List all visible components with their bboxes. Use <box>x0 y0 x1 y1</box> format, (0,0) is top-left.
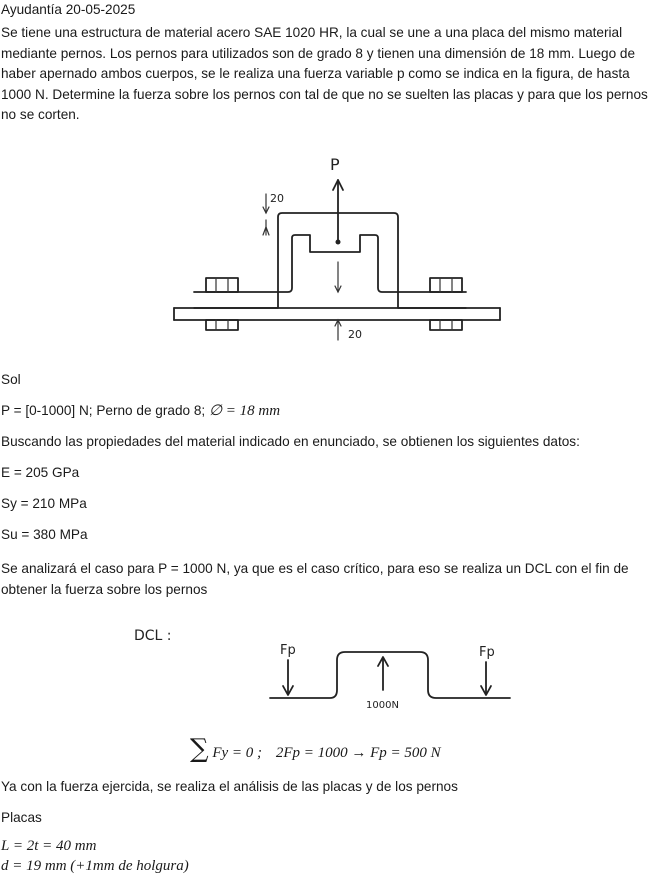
equilibrium-equation <box>190 734 441 764</box>
right-fp-label: Fp <box>479 645 495 660</box>
structure-outline <box>194 213 466 308</box>
left-bolt <box>206 278 238 330</box>
center-force-label: 1000N <box>366 700 399 711</box>
left-fp-label: Fp <box>280 643 296 658</box>
bottom-dimension-label: 20 <box>348 328 362 341</box>
plate-length: L = 2t = 40 mm <box>1 838 97 854</box>
center-force-arrow <box>378 657 388 690</box>
structure-figure <box>170 150 520 345</box>
ultimate-strength: Su = 380 MPa <box>1 527 88 542</box>
base-plate <box>174 308 500 320</box>
after-equation-text: Ya con la fuerza ejercida, se realiza el análisis de las placas y de los pernos <box>1 779 458 794</box>
solution-heading: Sol <box>1 372 21 387</box>
dcl-label: DCL : <box>134 628 172 644</box>
bottom-dimension <box>335 262 341 340</box>
given-text: P = [0-1000] N; Perno de grado 8; <box>1 403 206 418</box>
given-data <box>1 401 280 422</box>
properties-intro: Buscando las propiedades del material indicado en enunciado, se obtienen los siguientes datos: <box>1 434 580 449</box>
modulus-e: E = 205 GPa <box>1 465 80 480</box>
sum-symbol: ∑ <box>190 734 209 764</box>
equation-rhs: 2Fp = 1000 → Fp = 500 N <box>275 745 441 761</box>
right-fp-arrow <box>481 662 491 695</box>
dcl-figure <box>130 620 520 720</box>
dcl-profile <box>270 652 510 698</box>
right-bolt <box>430 278 462 330</box>
plates-heading: Placas <box>1 810 42 825</box>
left-fp-arrow <box>283 660 293 695</box>
problem-statement: Se tiene una estructura de material acero SAE 1020 HR, la cual se une a una placa del mismo material mediante pernos. Los pernos para utilizados son de grado 8 y tienen una dimensión de 18 mm. Luego de haber apernado ambos cuerpos, se le realiza una fuerza variable p como se indica en la figura, de hasta 1000 N. Determine la fuerza sobre los pernos con tal de que no se suelten las placas y para que los pernos no se corten. <box>1 25 648 122</box>
yield-strength: Sy = 210 MPa <box>1 496 87 511</box>
page-title: Ayudantía 20-05-2025 <box>1 2 136 17</box>
top-dimension <box>263 194 269 235</box>
equation-lhs: Fy = 0 ; <box>212 745 263 761</box>
given-diameter: ∅ = 18 mm <box>208 403 281 419</box>
analysis-text: Se analizará el caso para P = 1000 N, ya que es el caso crítico, para eso se realiza un DCL con el fin de obtener la fuerza sobre los pernos <box>1 561 629 597</box>
force-p-label: P <box>330 155 340 174</box>
top-dimension-label: 20 <box>270 192 284 205</box>
plate-hole-diameter: d = 19 mm (+1mm de holgura) <box>1 858 189 874</box>
